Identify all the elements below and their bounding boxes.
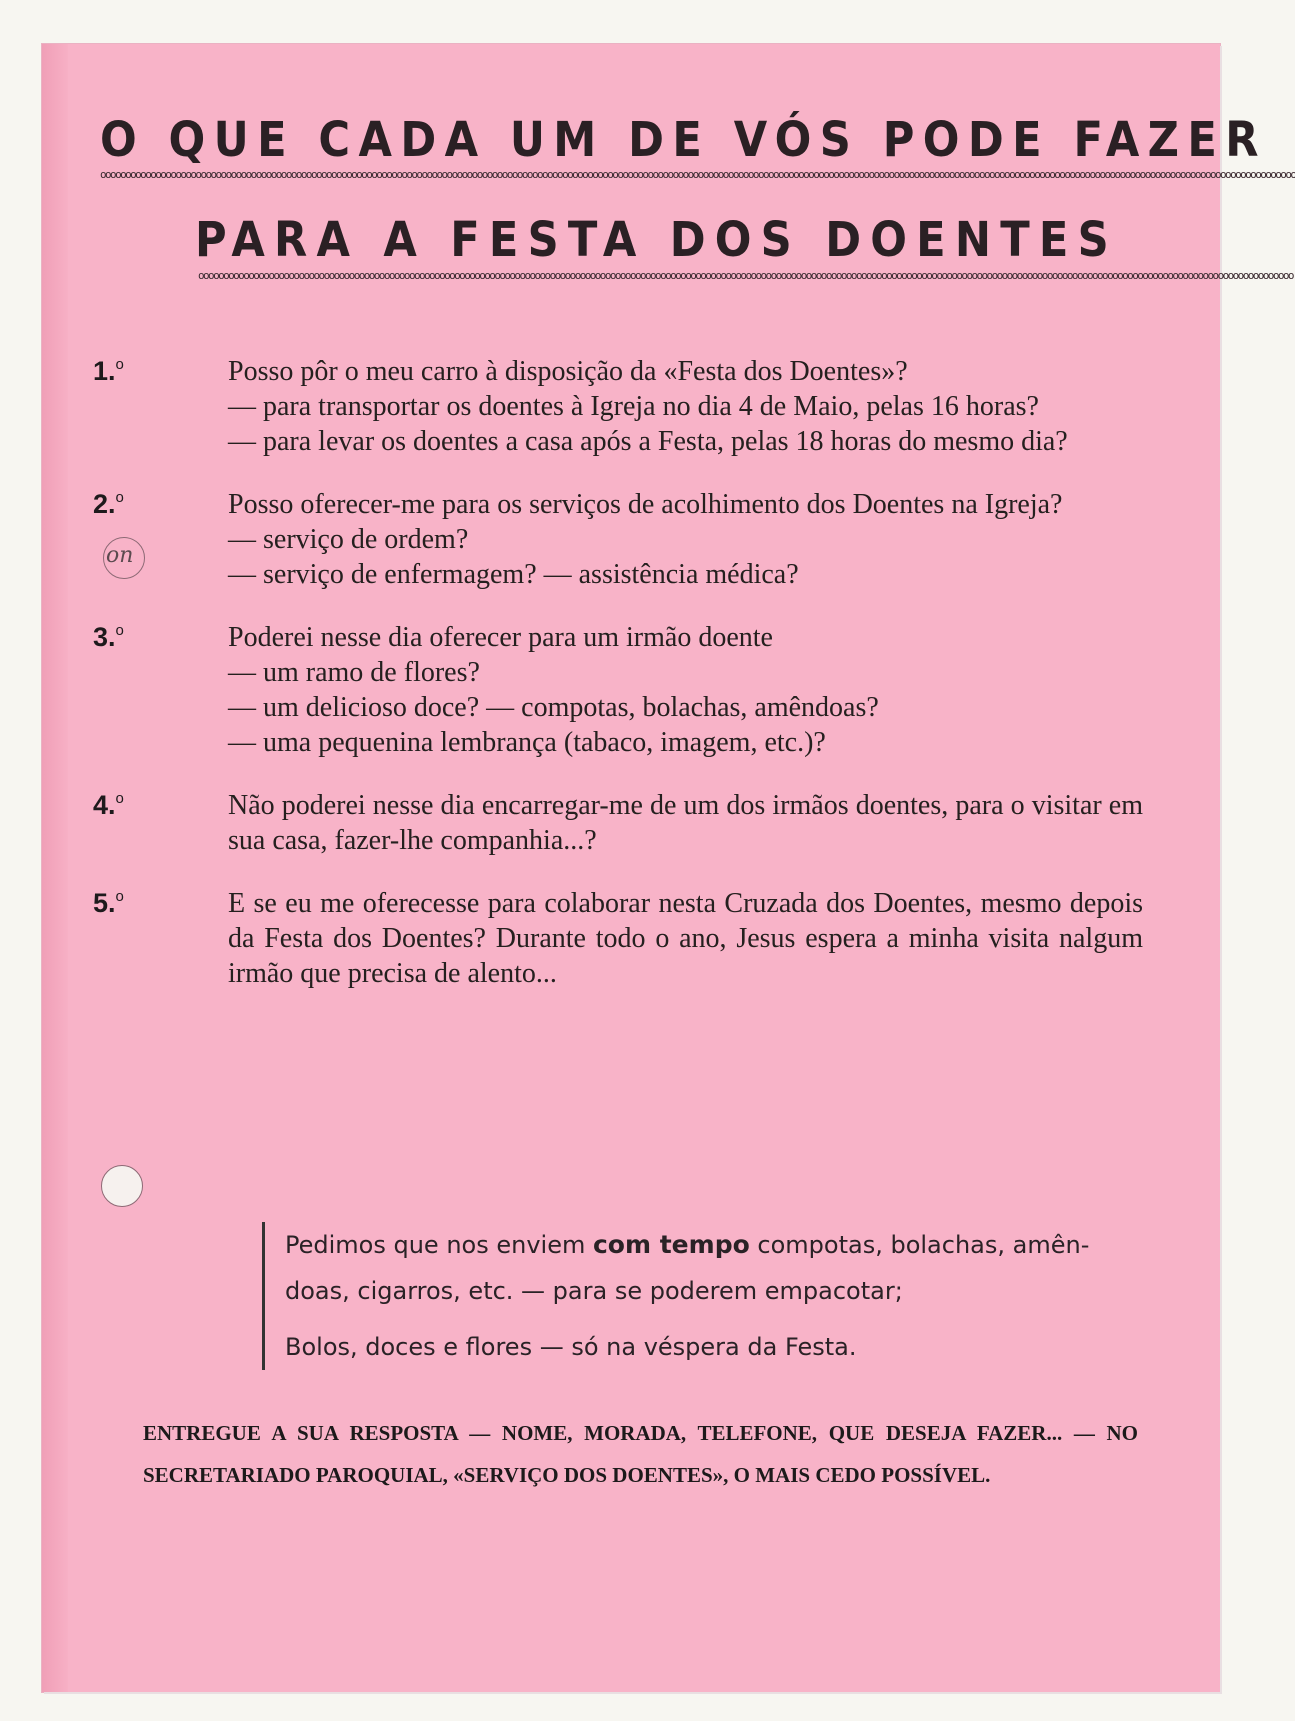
title-line-1: O QUE CADA UM DE VÓS PODE FAZER — [100, 112, 1267, 168]
item-number: 2.$^o$ — [93, 489, 124, 519]
item-sub: — para transportar os doentes à Igreja no dia 4 de Maio, pelas 16 horas? — [228, 391, 1039, 422]
note-line-3: Bolos, doces e flores — só na véspera da Festa. — [285, 1333, 857, 1361]
item-question: Poderei nesse dia oferecer para um irmão doente — [228, 622, 773, 653]
note-line-1: Pedimos que nos enviem com tempo compotas, bolachas, amên- — [285, 1230, 1090, 1259]
list-item — [93, 886, 1143, 991]
list-item — [93, 788, 1143, 858]
title-line-2: PARA A FESTA DOS DOENTES — [195, 212, 1118, 268]
item-number: 3.$^o$ — [93, 622, 124, 652]
title-underline-2: oooooooooooooooooooooooooooooooooooooooooooooooooooooooooooooooooooooooooooooooooooooooooooooooooooooooooooooooooooooooooooooooooooooooooooooooooooooooooooooooooooooooooooooooooooooooooooooooooooooooooooooooooooooooooo — [198, 269, 1293, 282]
item-question: Não poderei nesse dia encarregar-me de um dos irmãos doentes, para o visitar em sua casa, fazer-lhe companhia...? — [228, 790, 1143, 856]
list-item — [93, 354, 1143, 459]
punch-hole-bottom — [101, 1165, 143, 1207]
note-line-2: doas, cigarros, etc. — para se poderem empacotar; — [285, 1277, 903, 1305]
item-number: 1.$^o$ — [93, 356, 124, 386]
list-item — [93, 487, 1143, 592]
item-sub: — para levar os doentes a casa após a Festa, pelas 18 horas do mesmo dia? — [228, 426, 1068, 457]
item-number: 4.$^o$ — [93, 790, 124, 820]
request-note — [262, 1222, 1165, 1370]
item-sub: — serviço de enfermagem? — assistência médica? — [228, 559, 799, 590]
item-number: 5.$^o$ — [93, 888, 124, 918]
item-sub: — uma pequenina lembrança (tabaco, imagem, etc.)? — [228, 727, 826, 758]
footer-instructions: ENTREGUE A SUA RESPOSTA — NOME, MORADA, TELEFONE, QUE DESEJA FAZER... — NO SECRETARIADO PAROQUIAL, «SERVIÇO DOS DOENTES», O MAIS CEDO POSSÍVEL. — [143, 1421, 1138, 1487]
question-list — [93, 354, 1143, 1019]
note-emphasis: com tempo — [592, 1230, 750, 1259]
list-item — [93, 620, 1143, 760]
item-sub: — serviço de ordem? — [228, 524, 469, 555]
handwritten-mark: on — [106, 543, 134, 568]
title-underline-1: oooooooooooooooooooooooooooooooooooooooooooooooooooooooooooooooooooooooooooooooooooooooooooooooooooooooooooooooooooooooooooooooooooooooooooooooooooooooooooooooooooooooooooooooooooooooooooooooooooooooooooooooooooooooooooooooooooooooooooooo — [100, 168, 1295, 181]
item-sub: — um delicioso doce? — compotas, bolachas, amêndoas? — [228, 692, 879, 723]
item-question: E se eu me oferecesse para colaborar nesta Cruzada dos Doentes, mesmo depois da Festa dos Doentes? Durante todo o ano, Jesus espera a minha visita nalgum irmão que precisa de alento... — [228, 888, 1143, 989]
item-sub: — um ramo de flores? — [228, 657, 480, 688]
item-question: Posso oferecer-me para os serviços de acolhimento dos Doentes na Igreja? — [228, 489, 1063, 520]
item-question: Posso pôr o meu carro à disposição da «Festa dos Doentes»? — [228, 356, 908, 387]
